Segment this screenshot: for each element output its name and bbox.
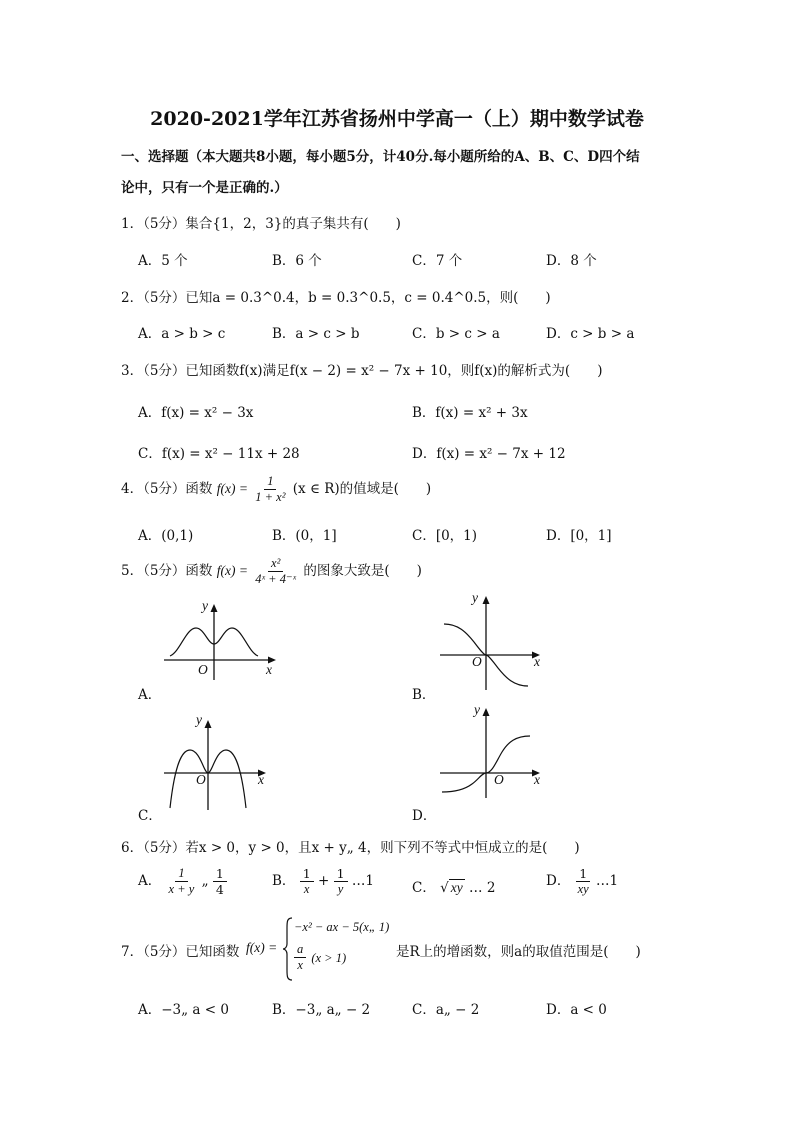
y-label: y bbox=[474, 702, 480, 717]
section-heading-line2: 论中，只有一个是正确的.） bbox=[121, 180, 288, 196]
q4-option-c: C．[0，1) bbox=[412, 528, 478, 544]
x-label: x bbox=[534, 772, 540, 787]
y-arrow bbox=[205, 720, 212, 728]
q6-option-a bbox=[138, 866, 227, 897]
q7-option-d: D．a < 0 bbox=[546, 1002, 607, 1018]
q7-func: f(x) = bbox=[246, 940, 278, 955]
question-6-stem: 6．（5分）若x > 0，y > 0，且x + y„ 4，则下列不等式中恒成立的是( ) bbox=[121, 840, 580, 856]
q6-b-d2: y bbox=[337, 882, 344, 896]
q1-option-a: A．5 个 bbox=[138, 253, 188, 269]
q4-frac-den: 1 + x² bbox=[255, 490, 286, 504]
sqrt-icon: √ bbox=[440, 880, 449, 896]
q6-a-num: 1 bbox=[175, 866, 187, 882]
q6-c-rel: … 2 bbox=[469, 880, 496, 896]
q4-frac-num: 1 bbox=[264, 474, 276, 490]
q6-option-b: B． $\frac{1}{x}$ + $\frac{1}{y}$ …1 bbox=[272, 866, 374, 896]
q6-a-frac bbox=[166, 866, 198, 897]
origin-label: O bbox=[494, 772, 504, 787]
q2-option-d: D．c > b > a bbox=[546, 326, 635, 342]
q7-piece-1: −x² − ax − 5(x„ 1) bbox=[294, 920, 390, 934]
x-label: x bbox=[258, 772, 264, 787]
q1-option-b: B．6 个 bbox=[272, 253, 322, 269]
q5-graph-c bbox=[158, 712, 274, 812]
q6-d-rel: …1 bbox=[596, 873, 619, 889]
y-arrow bbox=[483, 596, 490, 604]
q6-b-frac1 bbox=[300, 866, 314, 897]
q6-c-label: C． bbox=[412, 880, 436, 896]
q5-fraction bbox=[252, 556, 299, 587]
q6-a-rfrac bbox=[213, 866, 227, 897]
q6-b-d1: x bbox=[303, 882, 310, 896]
q4-option-a: A．(0,1) bbox=[138, 528, 194, 544]
q7-piece2-den: x bbox=[297, 958, 303, 972]
y-label: y bbox=[202, 598, 208, 613]
q5-option-d: D． bbox=[412, 808, 437, 824]
q2-option-a: A．a > b > c bbox=[138, 326, 226, 342]
q4-stem-post: (x ∈ R)的值域是( ) bbox=[292, 481, 432, 497]
question-4-stem bbox=[121, 474, 431, 505]
origin-label: O bbox=[472, 654, 482, 669]
q4-option-d: D．[0，1] bbox=[546, 528, 612, 544]
q7-option-c: C．a„ − 2 bbox=[412, 1002, 480, 1018]
q6-d-den: xy bbox=[577, 882, 589, 896]
q7-option-a: A．−3„ a < 0 bbox=[138, 1002, 229, 1018]
q6-d-num: 1 bbox=[576, 866, 590, 882]
q6-a-den: x + y bbox=[168, 882, 195, 896]
q3-option-c: C．f(x) = x² − 11x + 28 bbox=[138, 446, 300, 462]
q7-stem-pre: 7．（5分）已知函数 bbox=[121, 944, 240, 960]
q3-option-b: B．f(x) = x² + 3x bbox=[412, 405, 528, 421]
q5-func: f(x) = bbox=[216, 563, 248, 578]
q6-option-c bbox=[412, 876, 495, 896]
q7-piece2-cond: (x > 1) bbox=[311, 951, 347, 965]
q2-option-b: B．a > c > b bbox=[272, 326, 360, 342]
q7-piece-2 bbox=[294, 942, 346, 973]
q6-b-rel: …1 bbox=[351, 873, 374, 889]
q7-stem-post: 是R上的增函数，则a的取值范围是( ) bbox=[396, 944, 641, 960]
page-title: 2020-2021学年江苏省扬州中学高一（上）期中数学试卷 bbox=[150, 108, 644, 130]
question-5-stem bbox=[121, 556, 422, 587]
q6-a-rden: 4 bbox=[215, 882, 224, 897]
q7-option-b: B．−3„ a„ − 2 bbox=[272, 1002, 371, 1018]
q6-b-n1: 1 bbox=[300, 866, 314, 882]
q4-func: f(x) = bbox=[216, 481, 248, 496]
q4-stem-pre: 4．（5分）函数 bbox=[121, 481, 213, 497]
q5-option-c: C． bbox=[138, 808, 162, 824]
q3-option-a: A．f(x) = x² − 3x bbox=[138, 405, 254, 421]
q5-stem-pre: 5．（5分）函数 bbox=[121, 563, 213, 579]
q4-option-b: B．(0，1] bbox=[272, 528, 337, 544]
q6-d-frac bbox=[575, 866, 592, 897]
question-2-stem: 2．（5分）已知a = 0.3^0.4，b = 0.3^0.5，c = 0.4^0.5，则( ) bbox=[121, 290, 551, 306]
q3-option-d: D．f(x) = x² − 7x + 12 bbox=[412, 446, 566, 462]
q6-option-d bbox=[546, 866, 618, 897]
q2-option-c: C．b > c > a bbox=[412, 326, 500, 342]
q6-a-rel: „ bbox=[201, 873, 209, 889]
q1-option-d: D．8 个 bbox=[546, 253, 597, 269]
question-1-stem: 1．（5分）集合{1，2，3}的真子集共有( ) bbox=[121, 216, 401, 232]
q5-option-a: A． bbox=[138, 687, 162, 703]
origin-label: O bbox=[196, 772, 206, 787]
origin-label: O bbox=[198, 662, 208, 677]
q7-piece2-num: a bbox=[294, 942, 306, 958]
q5-frac-num: x² bbox=[268, 556, 283, 572]
x-label: x bbox=[534, 654, 540, 669]
q6-a-rnum: 1 bbox=[213, 866, 227, 882]
q6-b-label: B． bbox=[272, 873, 296, 889]
y-arrow bbox=[211, 604, 218, 612]
q5-stem-post: 的图象大致是( ) bbox=[303, 563, 422, 579]
q4-fraction bbox=[252, 474, 288, 505]
q5-graph-d bbox=[436, 700, 548, 800]
q7-piece2-frac bbox=[294, 942, 306, 973]
section-heading-line1: 一、选择题（本大题共8小题，每小题5分，计40分.每小题所给的A、B、C、D四个结 bbox=[121, 149, 640, 165]
y-label: y bbox=[196, 712, 202, 727]
q6-a-label: A． bbox=[138, 873, 162, 889]
q6-d-label: D． bbox=[546, 873, 571, 889]
q5-graph-b bbox=[436, 590, 548, 694]
q6-b-n2: 1 bbox=[334, 866, 348, 882]
q5-option-b: B． bbox=[412, 687, 436, 703]
q6-c-radicand: xy bbox=[450, 880, 463, 895]
q6-b-frac2 bbox=[334, 866, 348, 897]
y-arrow bbox=[483, 708, 490, 716]
brace-icon bbox=[282, 916, 294, 982]
q5-graph-a bbox=[158, 600, 282, 682]
q5-frac-den: 4ˣ + 4⁻ˣ bbox=[255, 572, 297, 586]
y-label: y bbox=[472, 590, 478, 605]
q1-option-c: C．7 个 bbox=[412, 253, 463, 269]
x-label: x bbox=[266, 662, 272, 677]
question-3-stem: 3．（5分）已知函数f(x)满足f(x − 2) = x² − 7x + 10，则f(x)的解析式为( ) bbox=[121, 363, 603, 379]
